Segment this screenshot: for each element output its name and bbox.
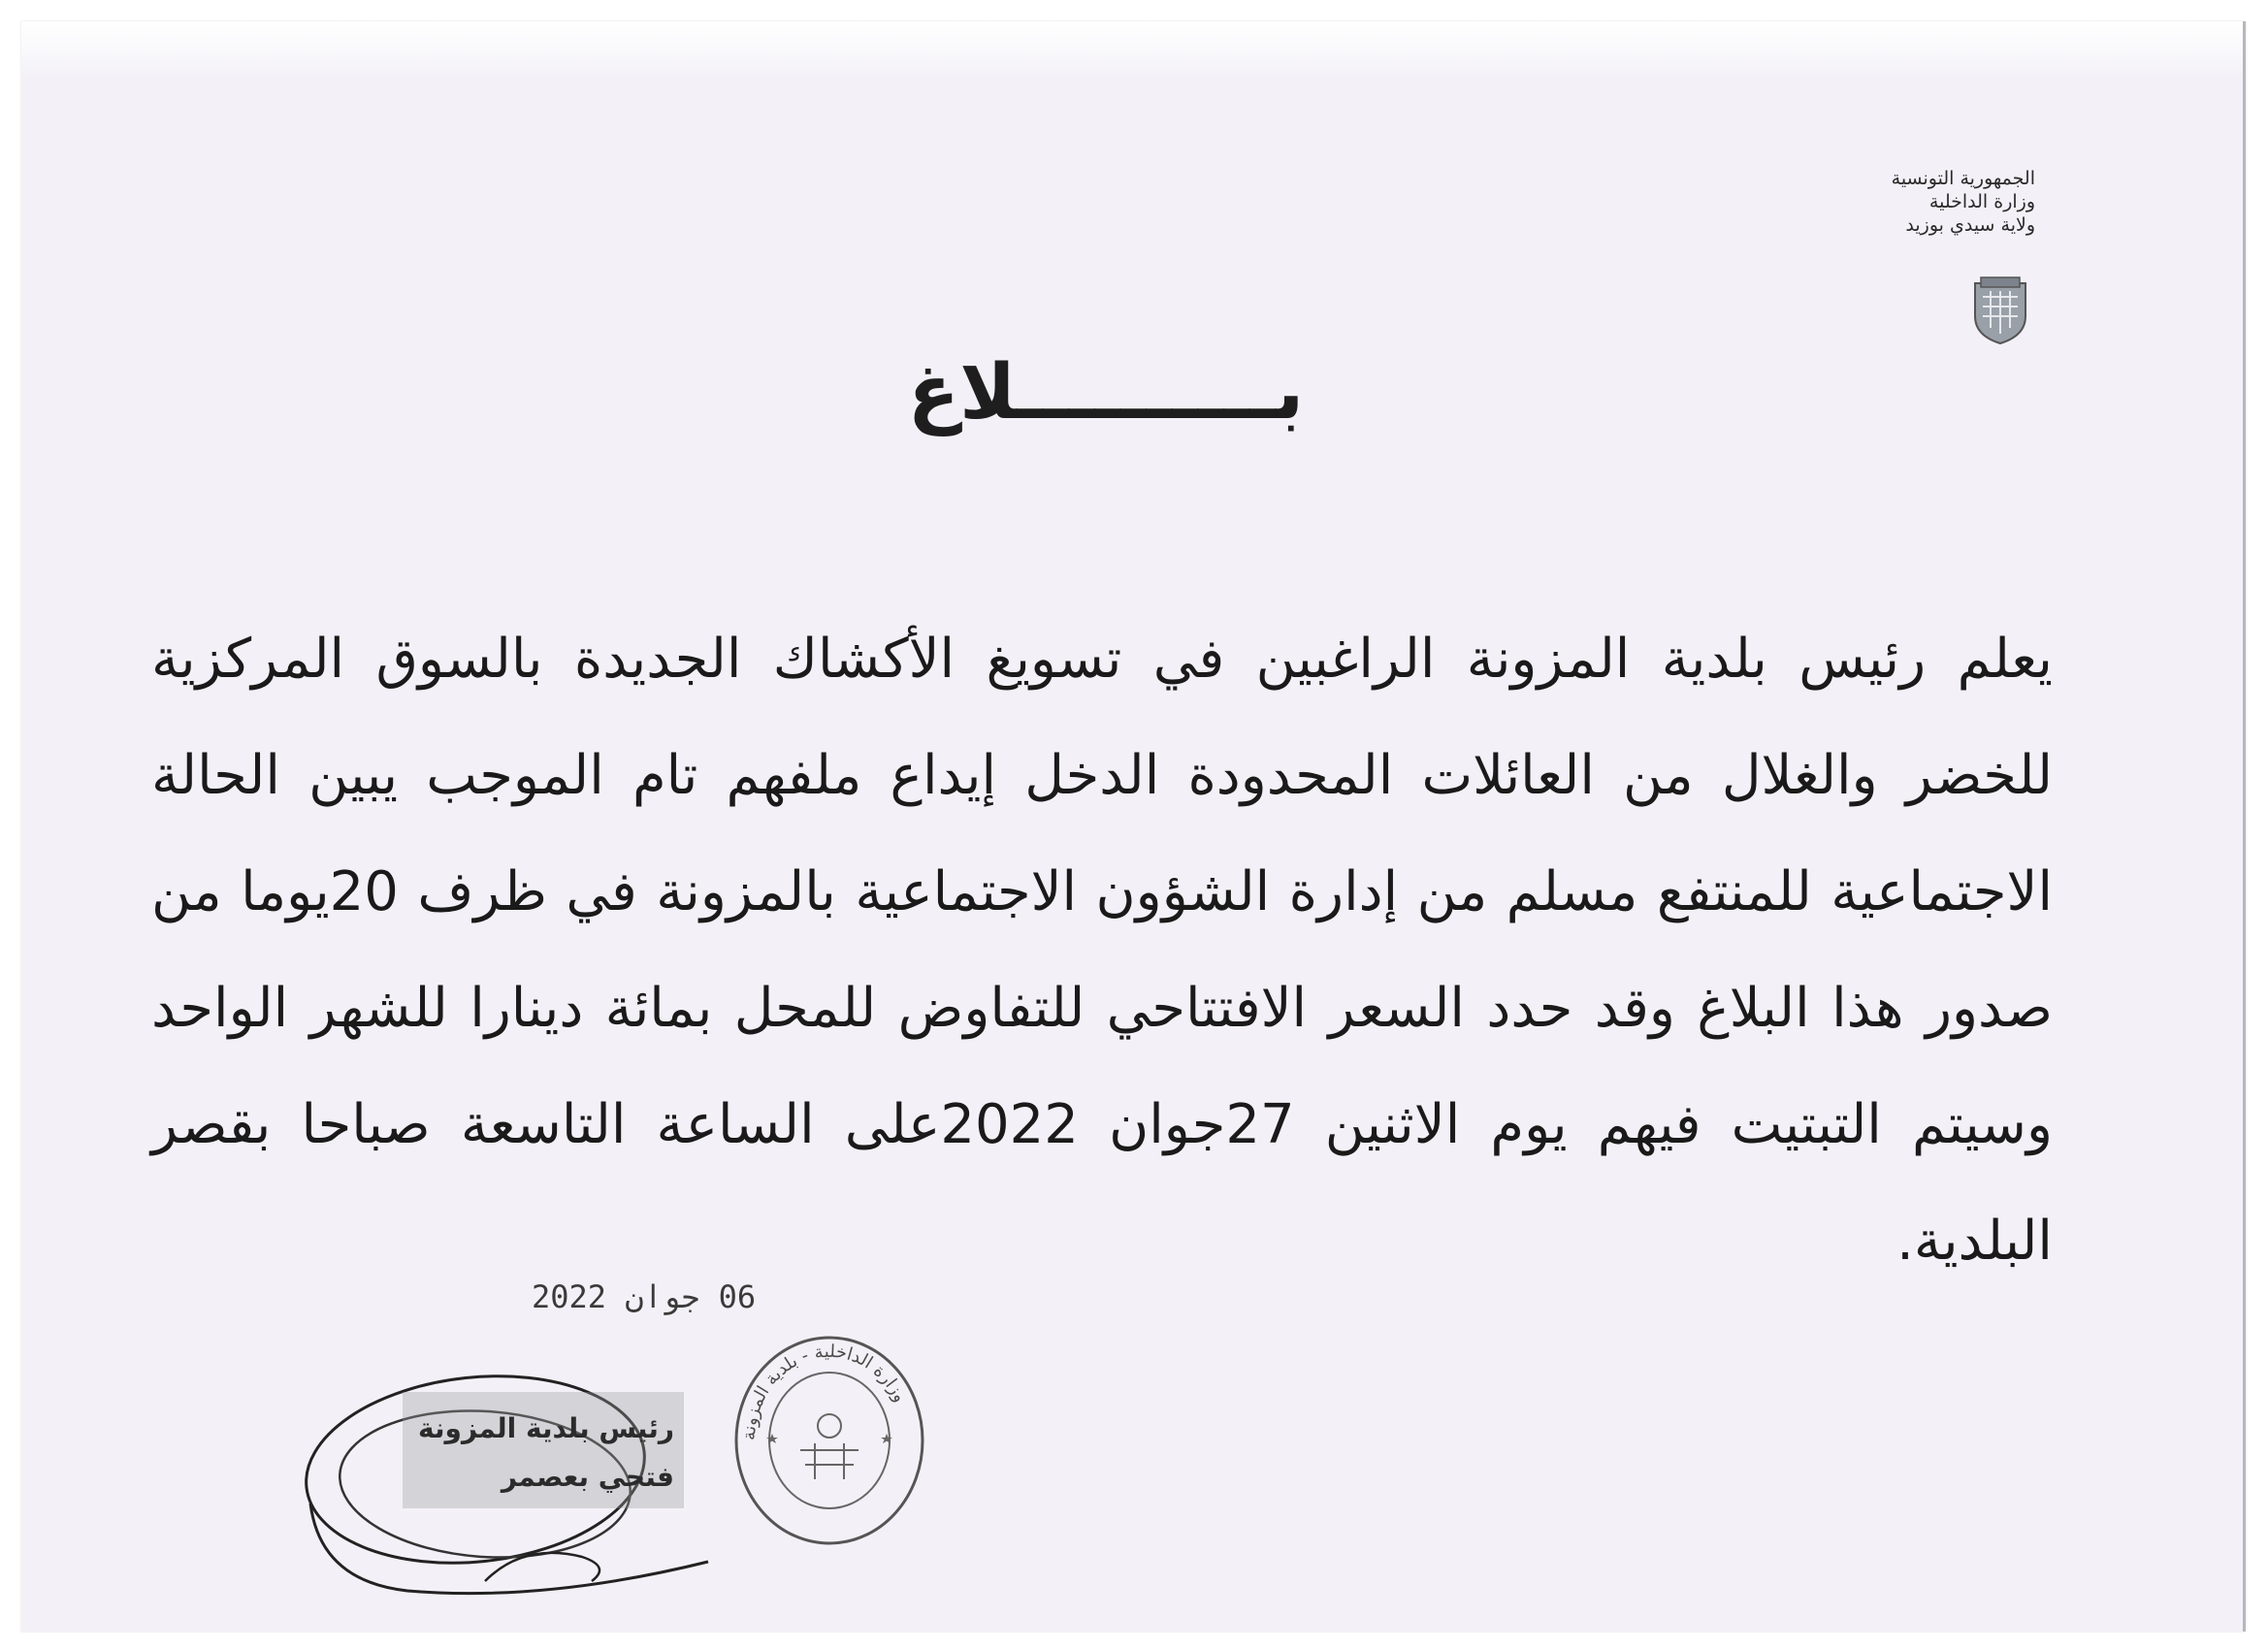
letterhead-line-republic: الجمهورية التونسية xyxy=(1891,168,2035,189)
date-stamp: 06 جوان 2022 xyxy=(532,1278,757,1315)
emblem-icon xyxy=(1969,274,2031,347)
notice-title: بــــــــــلاغ xyxy=(907,349,1305,436)
seal-text: وزارة الداخلية - بلدية المزونة xyxy=(738,1341,911,1441)
letterhead-line-ministry: وزارة الداخلية xyxy=(1928,191,2035,212)
seal-emblem-icon xyxy=(800,1414,859,1479)
municipal-seal xyxy=(728,1329,931,1552)
notice-body xyxy=(151,601,2053,1300)
letterhead xyxy=(1744,167,2035,237)
letterhead-line-governorate: ولاية سيدي بوزيد xyxy=(1905,214,2035,236)
signature-stamp xyxy=(291,1348,737,1620)
notice-paragraph: يعلم رئيس بلدية المزونة الراغبين في تسويغ الأكشاك الجديدة بالسوق المركزية للخضر والغلال من العائلات المحدودة الدخل إيداع ملفهم تام الموجب يبين الحالة الاجتماعية للمنتفع مسلم من إدارة الشؤون الاجتماعية بالمزونة في ظرف 20يوما من صدور هذا البلاغ وقد حدد السعر الافتتاحي للتفاوض للمحل بمائة دينارا للشهر الواحد وسيتم التبتيت فيهم يوم الاثنين 27جوان 2022على الساعة التاسعة صباحا بقصر البلدية. xyxy=(151,628,2054,1273)
signature-name: فتحي بعصمر xyxy=(501,1461,674,1493)
signature-title: رئيس بلدية المزونة xyxy=(418,1412,674,1444)
